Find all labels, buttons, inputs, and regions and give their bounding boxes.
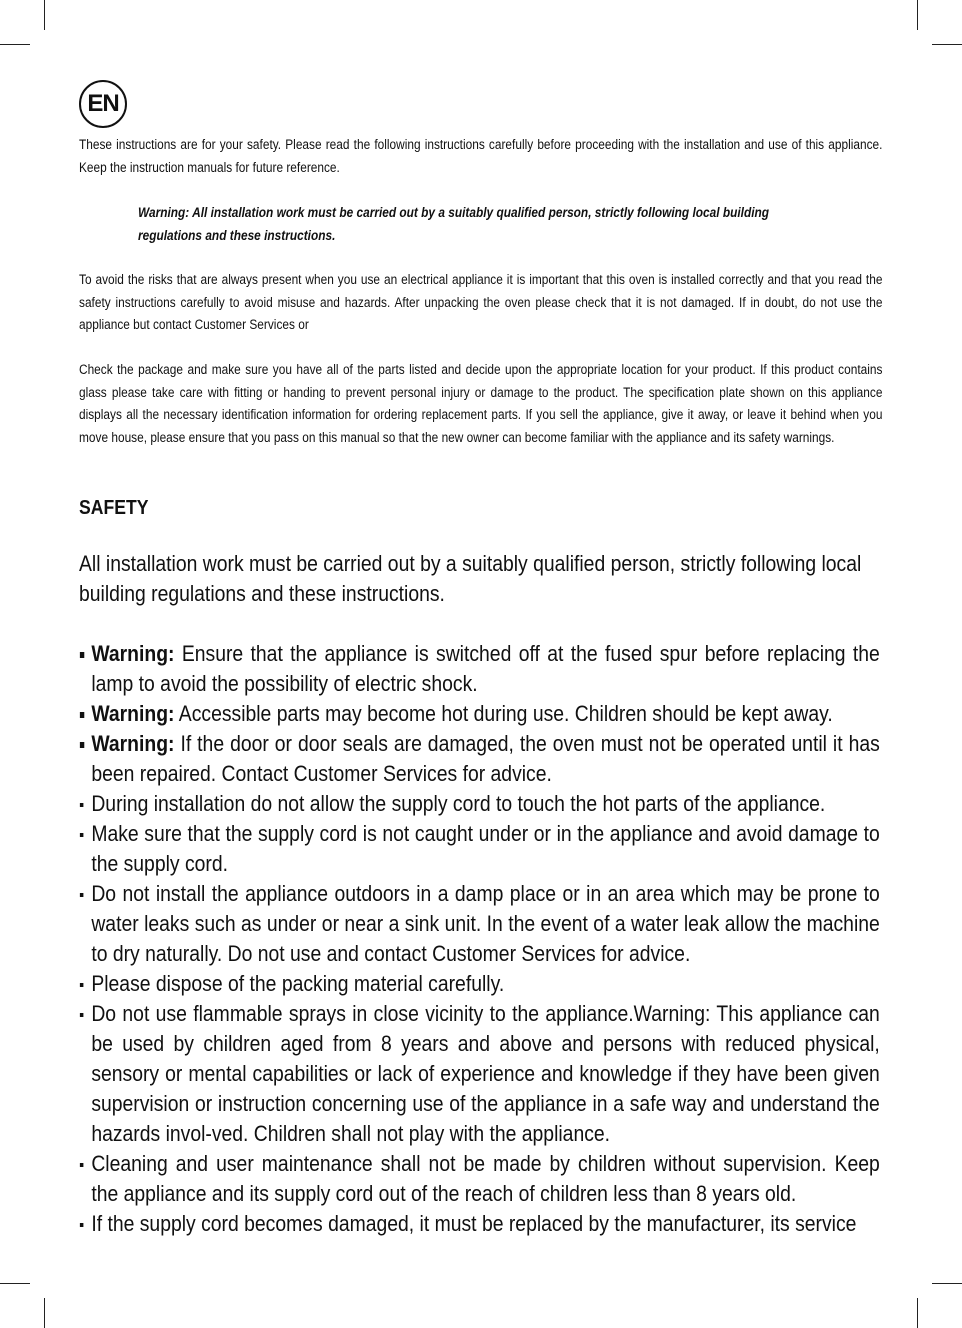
package-paragraph: Check the package and make sure you have all of the parts listed and decide upon the appropriate location for your product. If this product contains glass please take care with fitting or handing to prevent personal injury or damage to the product. The specification plate shown on this appliance displays all the necessary identification information for ordering replacement parts. If you sell the appliance, give it away, or leave it behind when you move house, please ensure that you pass on this manual so that the new owner can become familiar with the appliance and its safety warnings. — [79, 362, 883, 445]
list-item — [79, 999, 880, 1149]
safety-lead: All installation work must be carried out by a suitably qualified person, strictly following local building regulations and these instructions. — [79, 551, 862, 606]
safety-list — [79, 639, 880, 1239]
list-item-text: Do not use flammable sprays in close vicinity to the appliance.Warning: This appliance can be used by children aged from 8 years and above and persons with reduced physical, sensory or mental capabilities or lack of experience and knowledge if they have been given supervision or instruction concerning use of the appliance in a safe way and understand the hazards invol-ved. Children shall not play with the appliance. — [91, 1001, 880, 1146]
list-item-text: Cleaning and user maintenance shall not be made by children without supervision. Keep the appliance and its supply cord out of the reach of children less than 8 years old. — [91, 1151, 880, 1206]
crop-mark — [0, 1283, 30, 1284]
intro-paragraph: These instructions are for your safety. Please read the following instructions carefully before proceeding with the installation and use of this appliance. Keep the instruction manuals for future reference. — [79, 137, 883, 175]
safety-heading: SAFETY — [79, 497, 149, 519]
warning-label: Warning: — [91, 701, 175, 726]
list-item — [79, 789, 880, 819]
language-badge: EN — [79, 80, 127, 128]
list-item — [79, 1209, 880, 1239]
list-item — [79, 819, 880, 879]
installation-warning: Warning: All installation work must be carried out by a suitably qualified person, strictly following local building regulations and these instructions. — [138, 205, 770, 243]
list-item — [79, 729, 880, 789]
list-item-text: Ensure that the appliance is switched off at the fused spur before replacing the lamp to avoid the possibility of electric shock. — [91, 641, 880, 696]
list-item — [79, 699, 880, 729]
crop-mark — [0, 44, 30, 45]
risks-paragraph: To avoid the risks that are always present when you use an electrical appliance it is important that this oven is installed correctly and that you read the safety instructions carefully to avoid misuse and hazards. After unpacking the oven please check that it is not damaged. If in doubt, do not use the appliance but contact Customer Services or — [79, 272, 883, 332]
list-item-text: Make sure that the supply cord is not caught under or in the appliance and avoid damage to the supply cord. — [91, 821, 880, 876]
crop-mark — [917, 0, 918, 30]
crop-mark — [44, 0, 45, 30]
crop-mark — [44, 1298, 45, 1328]
list-item-text: Please dispose of the packing material carefully. — [91, 971, 505, 996]
list-item — [79, 969, 880, 999]
crop-mark — [932, 44, 962, 45]
list-item-text: During installation do not allow the supply cord to touch the hot parts of the appliance. — [91, 791, 826, 816]
list-item — [79, 1149, 880, 1209]
list-item-text: Do not install the appliance outdoors in a damp place or in an area which may be prone to water leaks such as under or near a sink unit. In the event of a water leak allow the machine to dry naturally. Do not use and contact Customer Services for advice. — [91, 881, 880, 966]
list-item-text: If the door or door seals are damaged, the oven must not be operated until it has been repaired. Contact Customer Services for advice. — [91, 731, 880, 786]
list-item-text: If the supply cord becomes damaged, it must be replaced by the manufacturer, its service — [91, 1211, 857, 1236]
list-item — [79, 879, 880, 969]
crop-mark — [917, 1298, 918, 1328]
list-item — [79, 639, 880, 699]
crop-mark — [932, 1283, 962, 1284]
warning-label: Warning: — [91, 731, 175, 756]
warning-label: Warning: — [91, 641, 175, 666]
list-item-text: Accessible parts may become hot during use. Children should be kept away. — [174, 701, 833, 726]
